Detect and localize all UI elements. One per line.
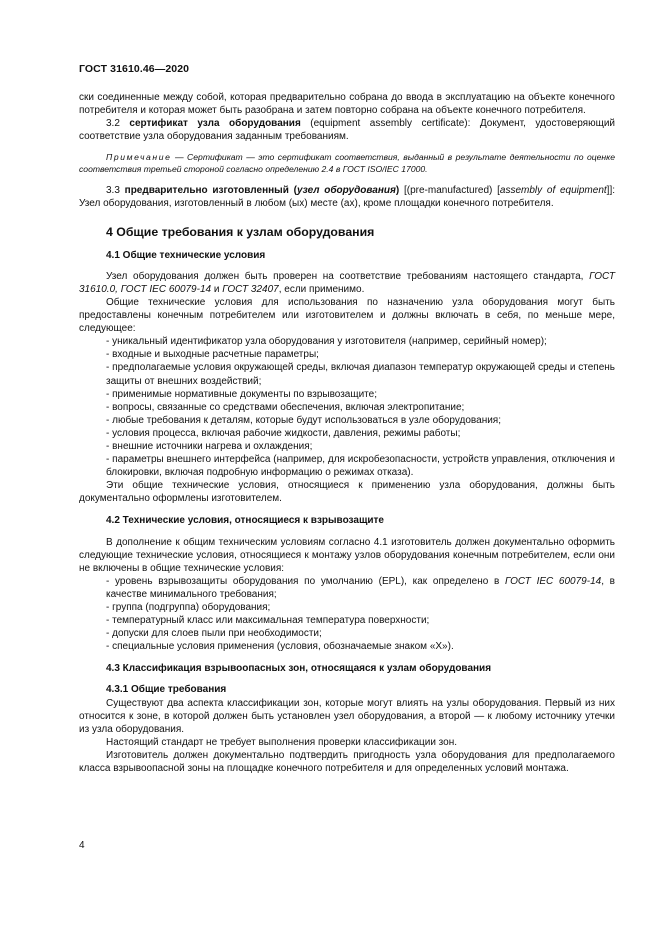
list-item: - предполагаемые условия окружающей среды, включая диапазон температур окружающей среды и степень защиты от внешних воздействий; [106, 362, 615, 387]
paragraph-4-2-a: В дополнение к общим техническим условиям согласно 4.1 изготовитель должен документально оформить следующие технические условия, относящиеся к монтажу узлов оборудования конечным потребителем, если они не включены в общие технические условия: [79, 536, 615, 574]
term-paren-open: ( [288, 185, 297, 197]
standard-ref: ГОСТ 32407 [222, 283, 279, 295]
clause-number: 3.2 [106, 118, 130, 130]
list-item: - входные и выходные расчетные параметры; [106, 349, 319, 361]
list-item: - группа (подгруппа) оборудования; [106, 602, 271, 613]
text-span: Узел оборудования должен быть проверен на соответствие требованиям настоящего стандарта, [106, 270, 590, 282]
english-term-italic: assembly of equipment [499, 185, 607, 197]
paragraph-4-1-b: Общие технические условия для использования по назначению узла оборудования могут быть предоставлены конечным потребителем или изготовителем и должны включать в себя, по меньше мере, следующее: [79, 296, 615, 335]
text-span: , если применимо. [278, 283, 365, 295]
page-content [79, 91, 615, 775]
paragraph-4-1-c: Эти общие технические условия, относящиеся к применению узла оборудования, должны быть документально оформлены изготовителем. [79, 480, 615, 505]
list-item: - любые требования к деталям, которые будут использоваться в узле оборудования; [106, 414, 501, 426]
list-item: - допуски для слоев пыли при необходимости; [106, 628, 322, 640]
term-paren-close: ) [395, 185, 400, 197]
text-span: , в качестве минимального требования; [106, 575, 615, 600]
requirements-list [79, 335, 615, 479]
section-4-3-heading: 4.3 Классификация взрывоопасных зон, относящаяся к узлам оборудования [106, 663, 492, 675]
paragraph-4-3-a: Существуют два аспекта классификации зон, которые могут влиять на узлы оборудования. Первый из них относится к зоне, в которой должен быть установлен узел оборудования, а второй — к любому источнику утечки из узла оборудования. [79, 697, 615, 735]
note-label: Примечание [106, 152, 172, 163]
list-item: - температурный класс или максимальная температура поверхности; [106, 615, 430, 627]
defined-term-italic: узел оборудования [296, 185, 396, 197]
text-span: - уровень взрывозащиты оборудования по умолчанию (EPL), как определено в [106, 575, 505, 587]
standard-ref: ГОСТ IEC 60079-14 [505, 575, 602, 587]
paragraph-4-3-b: Настоящий стандарт не требует выполнения проверки классификации зон. [106, 736, 458, 748]
document-code-header: ГОСТ 31610.46—2020 [79, 63, 190, 75]
defined-term: предварительно изготовленный [124, 185, 289, 197]
list-item: - внешние источники нагрева и охлаждения; [106, 440, 313, 452]
definition-3-2 [79, 117, 615, 143]
standard-ref: ГОСТ 31610.0, ГОСТ IEC 60079-14 [79, 270, 615, 295]
section-4-3-1-heading: 4.3.1 Общие требования [106, 684, 227, 696]
paragraph-4-3-c: Изготовитель должен документально подтвердить пригодность узла оборудования для предполагаемого класса взрывоопасной зоны на площадке конечного потребителя и для определенных условий монтажа. [79, 749, 615, 775]
list-item: - уникальный идентификатор узла оборудования у изготовителя (например, серийный номер); [106, 336, 547, 348]
list-item: - применимые нормативные документы по взрывозащите; [106, 388, 377, 400]
clause-number: 3.3 [106, 185, 125, 197]
text-span: и [211, 283, 223, 295]
definition-text: (equipment assembly certificate): Документ, удостоверяющий соответствие узла оборудования заданным требованиям. [79, 118, 615, 143]
page-number: 4 [79, 840, 85, 851]
defined-term: сертификат узла оборудования [129, 118, 301, 130]
explosion-protection-list [79, 601, 615, 653]
list-item: - вопросы, связанные со средствами обеспечения, включая электропитание; [106, 401, 465, 413]
note-text: — Сертификат — это сертификат соответствия, выданный в результате деятельности по оценке соответствия третьей стороной согласно определению 2.4 в ГОСТ ISO/IEC 17000. [79, 152, 615, 174]
paragraph-4-1-a [79, 270, 615, 296]
note-paragraph [79, 152, 615, 175]
list-item: - параметры внешнего интерфейса (например, для искробезопасности, устройств управления, отключения и блокировки, включая подробную информацию о режимах отказа). [106, 454, 615, 479]
paragraph-continuation: ски соединенные между собой, которая предварительно собрана до ввода в эксплуатацию на объекте конечного потребителя и которая может быть разобрана и затем повторно собрана на объекте конечного потребителя. [79, 92, 615, 117]
section-4-2-heading: 4.2 Технические условия, относящиеся к взрывозащите [106, 515, 384, 527]
list-item-epl [79, 575, 615, 601]
definition-text: ]]: Узел оборудования, изготовленный в любом (ых) месте (ах), кроме площадки конечного потребителя. [79, 185, 616, 210]
section-4-heading: 4 Общие требования к узлам оборудования [106, 224, 375, 239]
list-item: - условия процесса, включая рабочие жидкости, давления, режимы работы; [106, 427, 461, 439]
list-item: - специальные условия применения (условия, обозначаемые знаком «X»). [106, 641, 454, 653]
section-4-1-heading: 4.1 Общие технические условия [106, 249, 266, 261]
definition-3-3 [79, 184, 615, 210]
english-term-a: [(pre-manufactured) [ [399, 185, 500, 197]
